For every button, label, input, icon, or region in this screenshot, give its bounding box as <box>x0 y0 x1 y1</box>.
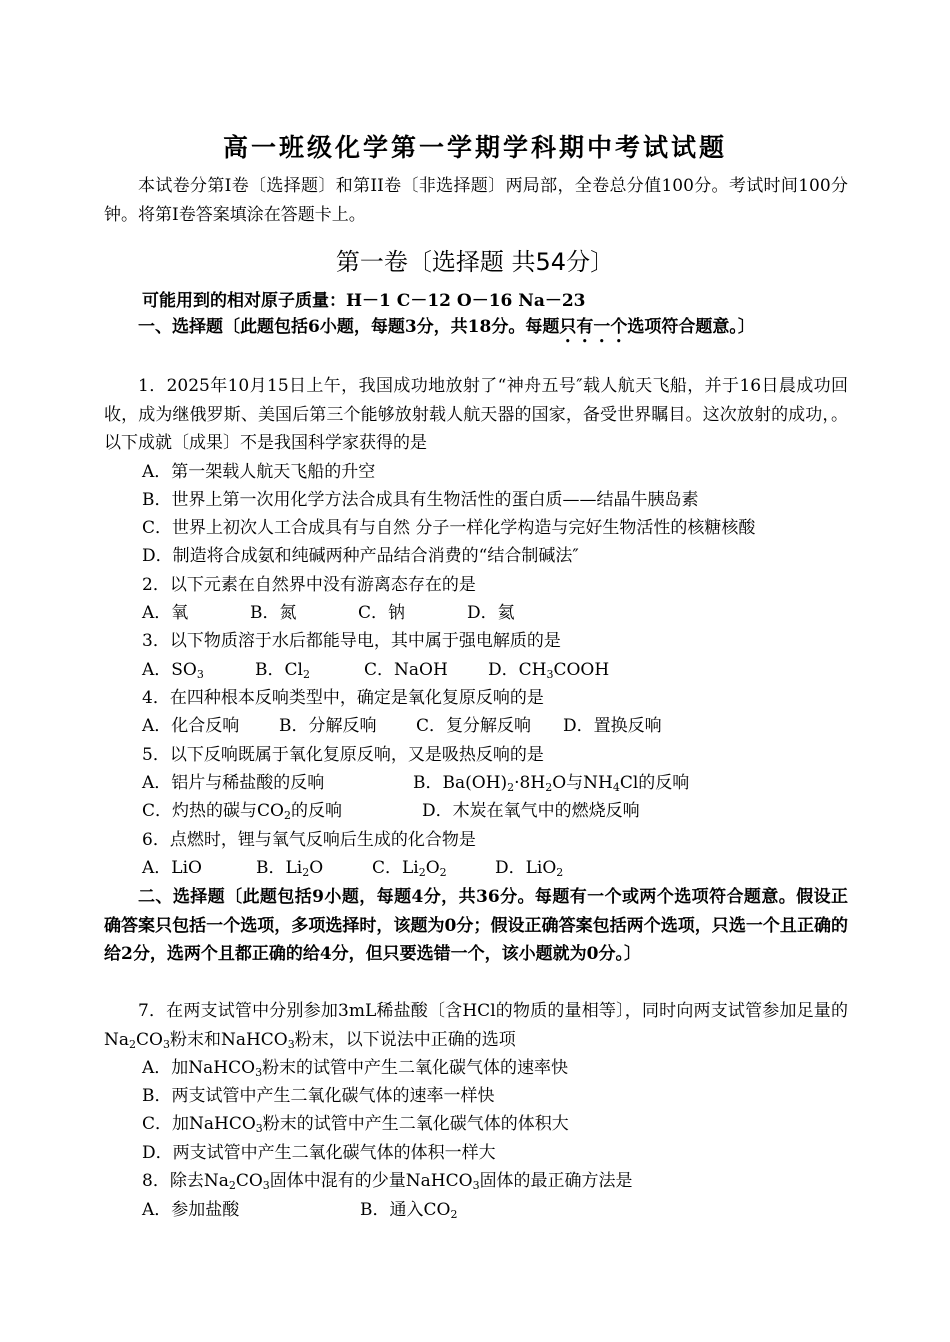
section-title: 第一卷〔选择题 共54分〕 <box>335 248 615 276</box>
q4-option-d: D．置换反响 <box>563 716 662 736</box>
q8-options <box>142 1196 562 1224</box>
q5-options-cd <box>142 797 722 825</box>
question-6-stem: 6．点燃时，锂与氧气反响后生成的化合物是 <box>142 830 476 850</box>
q2-options <box>142 599 562 627</box>
q3-option-a: A．$SO_3$ <box>142 660 204 681</box>
q1-option-a: A．第一架载人航天飞船的升空 <box>142 462 376 482</box>
q5-option-c: C．灼热的碳与$CO_2$的反响 <box>142 801 342 822</box>
q7-option-a: A．加NaHCO$_3$粉末的试管中产生二氧化碳气体的速率快 <box>142 1058 569 1079</box>
q2-option-c: C．钠 <box>358 603 406 623</box>
q1-option-d: D．制造将合成氨和纯碱两种产品结合消费的“结合制碱法″ <box>142 546 579 566</box>
question-1-stem: 1．2025年10月15日上午，我国成功地放射了“神舟五号″载人航天飞船，并于16日晨成功回收，成为继俄罗斯、美国后第三个能够放射载人航天器的国家，备受世界瞩目。这次放射的成功，。以下成就〔成果〕不是我国科学家获得的是 <box>104 376 848 454</box>
q6-option-b: B．$Li_2O$ <box>256 858 324 879</box>
q4-options <box>142 712 682 740</box>
part2-heading: 二、选择题〔此题包括9小题，每题4分，共36分。每题有一个或两个选项符合题意。假设正确答案只包括一个选项，多项选择时，该题为0分；假设正确答案包括两个选项，只选一个且正确的给2分，选两个且都正确的给4分，但只要选错一个，该小题就为0分。〕 <box>104 887 848 965</box>
question-7-stem: 7．在两支试管中分别参加3mL稀盐酸〔含HCl的物质的量相等〕，同时向两支试管参加足量的$Na_2CO_3$粉末和NaHCO$_3$粉末，以下说法中正确的选项 <box>104 1001 848 1051</box>
q8-option-a: A．参加盐酸 <box>142 1200 240 1220</box>
emphasis-only-one: 只有一个 <box>559 317 628 337</box>
q8-option-b: B．通入$CO_2$ <box>360 1200 458 1221</box>
q6-option-d: D．LiO$_2$ <box>495 858 564 879</box>
intro-paragraph: 本试卷分第I卷〔选择题〕和第II卷〔非选择题〕两局部，全卷总分值100分。考试时间100分钟。将第I卷答案填涂在答题卡上。 <box>104 176 848 225</box>
q7-option-b: B．两支试管中产生二氧化碳气体的速率一样快 <box>142 1086 495 1106</box>
question-2-stem: 2．以下元素在自然界中没有游离态存在的是 <box>142 575 476 595</box>
q5-options-ab <box>142 769 722 797</box>
q4-option-c: C．复分解反响 <box>416 716 532 736</box>
q7-option-d: D．两支试管中产生二氧化碳气体的体积一样大 <box>142 1143 496 1163</box>
atomic-masses-note: 可能用到的相对原子质量：H－1 C－12 O－16 Na－23 <box>142 291 586 311</box>
page-title: 高一班级化学第一学期学科期中考试试题 <box>222 133 727 162</box>
question-8-stem: 8．除去$Na_2CO_3$固体中混有的少量NaHCO$_3$固体的最正确方法是 <box>142 1171 633 1192</box>
q3-option-d: D．$CH_3COOH$ <box>488 660 610 681</box>
q6-option-a: A．LiO <box>142 858 202 878</box>
q3-option-c: C．NaOH <box>364 660 448 680</box>
q1-option-b: B．世界上第一次用化学方法合成具有生物活性的蛋白质——结晶牛胰岛素 <box>142 490 699 510</box>
q6-options <box>142 854 602 882</box>
q5-option-b: B．$Ba(OH)_2\cdot 8H_2O$与$NH_4Cl$的反响 <box>413 773 690 794</box>
q4-option-a: A．化合反响 <box>142 716 240 736</box>
q2-option-a: A．氧 <box>142 603 189 623</box>
q6-option-c: C．$Li_2O_2$ <box>372 858 447 879</box>
q1-option-c: C．世界上初次人工合成具有与自然 分子一样化学构造与完好生物活性的核糖核酸 <box>142 518 756 538</box>
q4-option-b: B．分解反响 <box>279 716 377 736</box>
question-5-stem: 5．以下反响既属于氧化复原反响，又是吸热反响的是 <box>142 745 544 765</box>
q7-option-c: C．加NaHCO$_3$粉末的试管中产生二氧化碳气体的体积大 <box>142 1114 569 1135</box>
q3-option-b: B．$Cl_2$ <box>255 660 310 681</box>
q2-option-b: B．氮 <box>250 603 297 623</box>
part1-heading: 一、选择题〔此题包括6小题，每题3分，共18分。每题只有一个选项符合题意。〕 <box>138 317 755 337</box>
question-3-stem: 3．以下物质溶于水后都能导电，其中属于强电解质的是 <box>142 631 561 651</box>
question-4-stem: 4．在四种根本反响类型中，确定是氧化复原反响的是 <box>142 688 544 708</box>
q5-option-a: A．铝片与稀盐酸的反响 <box>142 773 325 793</box>
q3-options <box>142 656 622 684</box>
q5-option-d: D．木炭在氧气中的燃烧反响 <box>422 801 640 821</box>
q2-option-d: D．氦 <box>467 603 515 623</box>
